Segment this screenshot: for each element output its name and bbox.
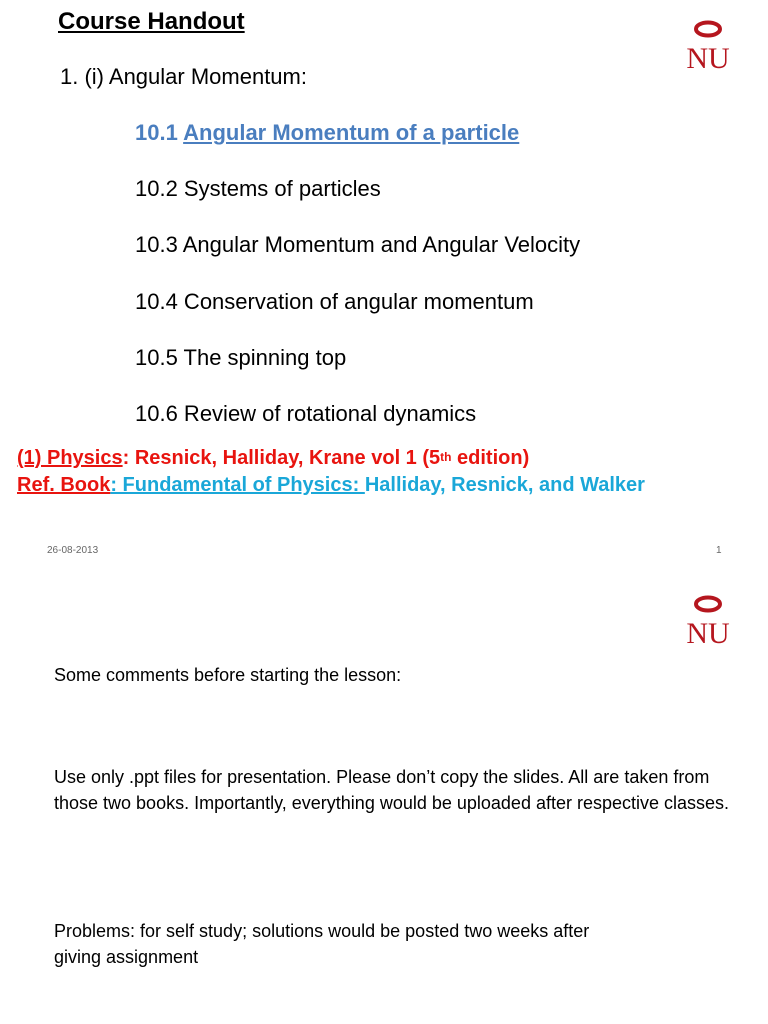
topic-link[interactable]: Angular Momentum of a particle: [183, 120, 520, 145]
topic-item-10-6: 10.6 Review of rotational dynamics: [135, 401, 477, 426]
page-number: 1: [716, 545, 722, 556]
topic-item-10-2: 10.2 Systems of particles: [135, 176, 381, 201]
nu-logo: [680, 20, 736, 84]
logo-text: NU: [686, 617, 730, 647]
reference-1-label: (1) Physics: [17, 447, 123, 469]
topic-item-10-3: 10.3 Angular Momentum and Angular Velocity: [135, 232, 581, 257]
intro-text: Some comments before starting the lesson:: [54, 665, 402, 685]
reference-2-label: Ref. Book: [17, 474, 111, 496]
reference-2: [17, 474, 645, 497]
footer-date: 26-08-2013: [47, 545, 99, 556]
problems-note: Problems: for self study; solutions would be posted two weeks after giving assignment: [54, 921, 590, 967]
reference-1-sup: th: [440, 450, 452, 464]
logo-text: NU: [686, 42, 730, 72]
reference-2-book: : Fundamental of Physics:: [110, 474, 365, 496]
presentation-note: Use only .ppt files for presentation. Please don’t copy the slides. All are taken from those two books. Importantly, everything would be uploaded after respective classes.: [54, 767, 730, 813]
reference-2-authors: Halliday, Resnick, and Walker: [364, 474, 645, 496]
reference-1-suffix: edition): [451, 447, 530, 469]
page-title: Course Handout: [58, 8, 245, 35]
reference-1: [17, 447, 529, 470]
topic-number: 10.1: [135, 120, 184, 145]
nu-logo: [680, 595, 736, 659]
section-heading: 1. (i) Angular Momentum:: [60, 64, 307, 89]
topic-item-10-5: 10.5 The spinning top: [135, 345, 347, 370]
topic-item-10-4: 10.4 Conservation of angular momentum: [135, 289, 534, 314]
slide-2: [0, 575, 768, 1024]
topic-item-10-1[interactable]: [135, 120, 519, 146]
reference-1-text: : Resnick, Halliday, Krane vol 1 (5: [122, 447, 441, 469]
